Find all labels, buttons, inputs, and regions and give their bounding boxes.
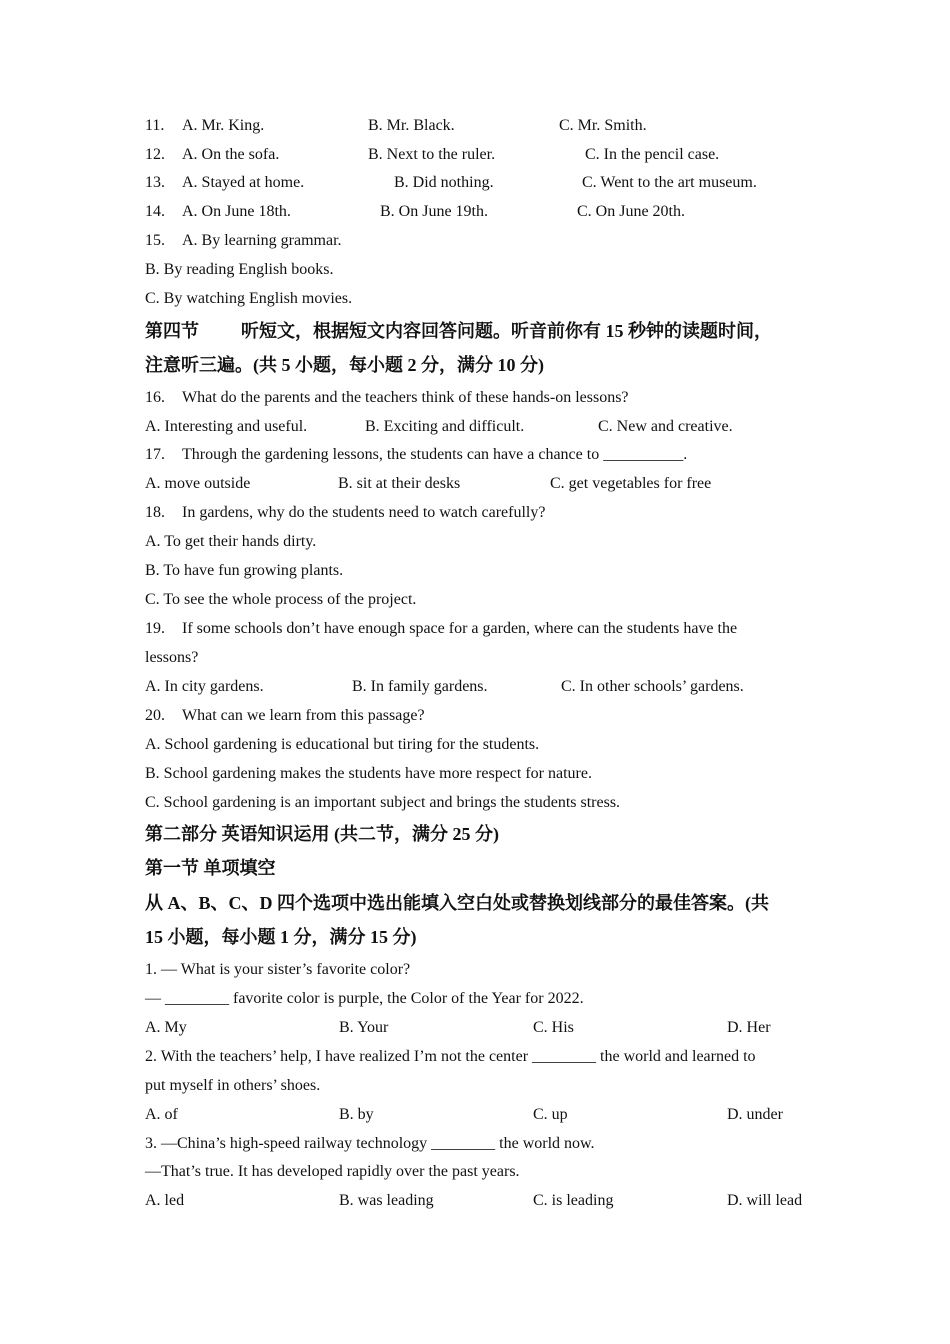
option-a: A. Interesting and useful. (145, 418, 308, 435)
option-a: A. My (145, 1019, 187, 1036)
option-b: B. On June 19th. (380, 203, 488, 220)
question-text: Through the gardening lessons, the students can have a chance to __________. (182, 446, 688, 463)
option-b: B. Mr. Black. (368, 117, 455, 134)
option-b: B. To have fun growing plants. (145, 562, 344, 579)
option-c: C. School gardening is an important subject and brings the students stress. (145, 794, 621, 811)
option-d: D. under (727, 1106, 783, 1123)
instructions: 从 A、B、C、D 四个选项中选出能填入空白处或替换划线部分的最佳答案。(共 (145, 893, 769, 913)
option-b: B. by (339, 1106, 374, 1123)
option-b: B. In family gardens. (352, 678, 488, 695)
option-a: A. On June 18th. (182, 203, 291, 220)
option-a: A. Stayed at home. (182, 174, 305, 191)
section-heading: 第四节 (145, 321, 199, 341)
question-text: 3. —China’s high-speed railway technology ________ the world now. (145, 1135, 595, 1152)
question-text-cont: lessons? (145, 649, 199, 666)
option-c: C. His (533, 1019, 574, 1036)
option-b: B. Your (339, 1019, 389, 1036)
question-text: If some schools don’t have enough space for a garden, where can the students have the (182, 620, 738, 637)
question-number: 12. (145, 146, 165, 163)
question-number: 18. (145, 504, 165, 521)
option-b: B. sit at their desks (338, 475, 461, 492)
question-text: In gardens, why do the students need to watch carefully? (182, 504, 546, 521)
option-d: D. Her (727, 1019, 771, 1036)
option-c: C. To see the whole process of the project. (145, 591, 417, 608)
question-text-cont: — ________ favorite color is purple, the Color of the Year for 2022. (145, 990, 584, 1007)
question-text: What can we learn from this passage? (182, 707, 425, 724)
option-a: A. On the sofa. (182, 146, 280, 163)
section-heading-text: 听短文，根据短文内容回答问题。听音前你有 15 秒钟的读题时间， (241, 321, 772, 341)
option-c: C. In other schools’ gardens. (561, 678, 744, 695)
question-number: 13. (145, 174, 165, 191)
option-c: C. Went to the art museum. (582, 174, 757, 191)
option-c: C. Mr. Smith. (559, 117, 647, 134)
option-a: A. of (145, 1106, 178, 1123)
question-text: 1. — What is your sister’s favorite color? (145, 961, 411, 978)
option-a: A. School gardening is educational but tiring for the students. (145, 736, 540, 753)
option-c: C. In the pencil case. (585, 146, 720, 163)
question-number: 15. (145, 232, 165, 249)
question-text-cont: —That’s true. It has developed rapidly over the past years. (145, 1163, 520, 1180)
part-heading: 第二部分 英语知识运用 (共二节，满分 25 分) (145, 824, 499, 844)
option-b: B. By reading English books. (145, 261, 334, 278)
question-text-cont: put myself in others’ shoes. (145, 1077, 321, 1094)
question-number: 16. (145, 389, 165, 406)
option-d: D. will lead (727, 1192, 803, 1209)
section-heading-line2: 注意听三遍。(共 5 小题，每小题 2 分，满分 10 分) (145, 355, 544, 375)
question-text: What do the parents and the teachers think of these hands-on lessons? (182, 389, 629, 406)
option-b: B. was leading (339, 1192, 434, 1209)
option-c: C. By watching English movies. (145, 290, 353, 307)
option-b: B. Did nothing. (394, 174, 494, 191)
option-a: A. In city gardens. (145, 678, 264, 695)
option-c: C. get vegetables for free (550, 475, 712, 492)
option-c: C. is leading (533, 1192, 614, 1209)
option-b: B. Exciting and difficult. (365, 418, 525, 435)
option-c: C. On June 20th. (577, 203, 685, 220)
option-a: A. Mr. King. (182, 117, 265, 134)
question-number: 17. (145, 446, 165, 463)
option-c: C. up (533, 1106, 568, 1123)
question-number: 20. (145, 707, 165, 724)
option-a: A. By learning grammar. (182, 232, 342, 249)
option-b: B. School gardening makes the students have more respect for nature. (145, 765, 592, 782)
section-heading: 第一节 单项填空 (145, 858, 276, 878)
question-number: 11. (145, 117, 165, 134)
question-number: 14. (145, 203, 165, 220)
option-c: C. New and creative. (598, 418, 733, 435)
option-a: A. led (145, 1192, 185, 1209)
option-b: B. Next to the ruler. (368, 146, 496, 163)
instructions-line2: 15 小题，每小题 1 分，满分 15 分) (145, 927, 417, 947)
option-a: A. To get their hands dirty. (145, 533, 317, 550)
question-text: 2. With the teachers’ help, I have realized I’m not the center ________ the world and learned to (145, 1048, 756, 1065)
option-a: A. move outside (145, 475, 251, 492)
question-number: 19. (145, 620, 165, 637)
